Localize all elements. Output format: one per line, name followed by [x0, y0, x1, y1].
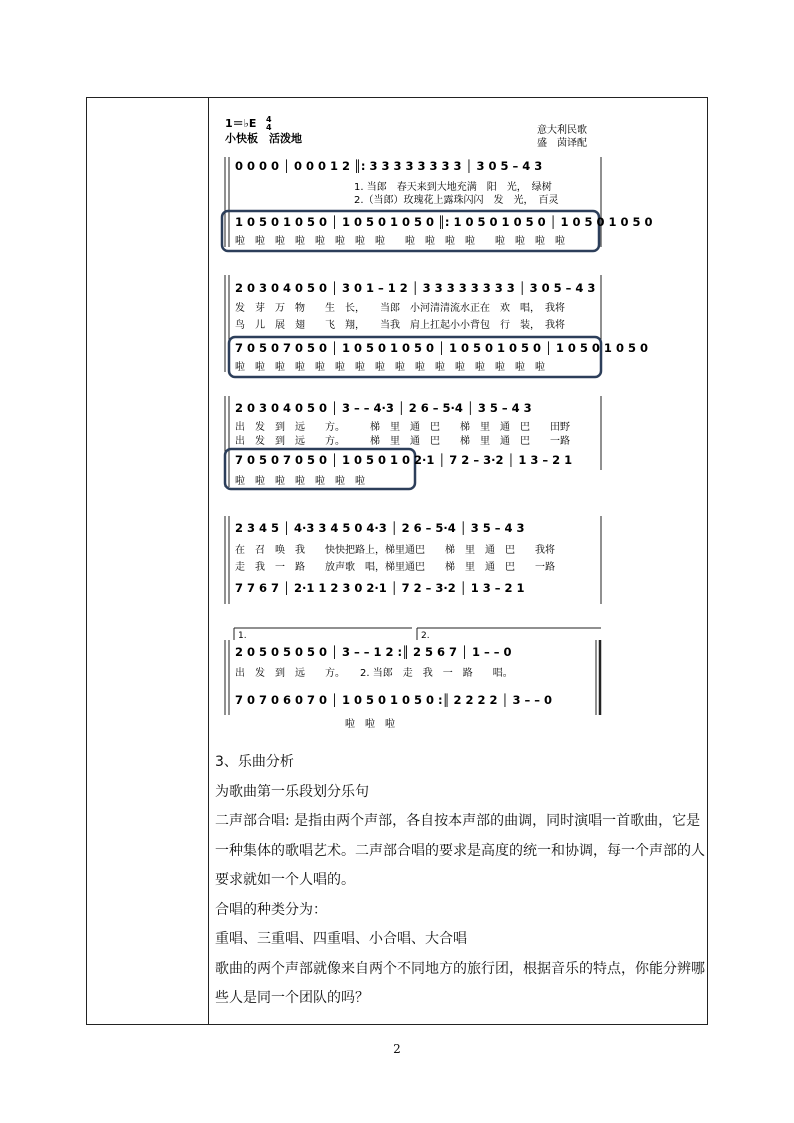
- lyrics-verse-2: 出 发 到 远 方。 梯 里 通 巴 梯 里 通 巴 一路: [235, 436, 570, 447]
- la-syllables: 啦 啦 啦: [345, 719, 395, 730]
- harmony-line: 7 0 5 0 7 0 5 0 │ 1 0 5 0 1 0 2·1 │ 7 2 – 3·2 │ 1 3 – 2 1: [235, 453, 573, 467]
- harmony-line: 7 7 6 7 │ 2·1 1 2 3 0 2·1 │ 7 2 – 3·2 │ 1 3 – 2 1: [235, 581, 525, 595]
- melody-line: 2 0 3 0 4 0 5 0 │ 3 0 1 – 1 2 │ 3 3 3 3 3 3 3 3 │ 3 0 5 – 4 3: [235, 281, 596, 295]
- score-system-5: [225, 628, 601, 730]
- paragraph-phrases: 为歌曲第一乐段划分乐句: [215, 783, 369, 800]
- credit-arranger: 盛 茵译配: [537, 138, 587, 149]
- credit-origin: 意大利民歌: [537, 125, 587, 136]
- score-system-2: [225, 275, 648, 377]
- la-syllables: 啦 啦 啦 啦 啦 啦 啦 啦 啦 啦 啦 啦 啦 啦 啦 啦: [235, 236, 565, 247]
- paragraph-definition-2: 一种集体的歌唱艺术。二声部合唱的要求是高度的统一和协调，每一个声部的人: [215, 842, 705, 859]
- meter-top: 4: [266, 115, 272, 124]
- lyrics-verse-1: 出 发 到 远 方。 梯 里 通 巴 梯 里 通 巴 田野: [235, 422, 570, 433]
- paragraph-types-list: 重唱、三重唱、四重唱、小合唱、大合唱: [215, 931, 467, 947]
- la-syllables: 啦 啦 啦 啦 啦 啦 啦 啦 啦 啦 啦 啦 啦 啦 啦 啦: [235, 362, 545, 373]
- section-heading: 3、乐曲分析: [215, 754, 294, 770]
- lyrics-verse-1: 出 发 到 远 方。 2. 当郎 走 我 一 路 唱。: [235, 668, 513, 679]
- harmony-line: 1 0 5 0 1 0 5 0 │ 1 0 5 0 1 0 5 0 ║: 1 0 5 0 1 0 5 0 │ 1 0 5 0 1 0 5 0: [235, 215, 653, 229]
- score-system-1: [222, 157, 653, 251]
- paragraph-types-label: 合唱的种类分为：: [215, 901, 327, 918]
- page-number: 2: [393, 1042, 401, 1056]
- la-syllables: 啦 啦 啦 啦 啦 啦 啦: [235, 476, 365, 487]
- harmony-line: 7 0 7 0 6 0 7 0 │ 1 0 5 0 1 0 5 0 :║ 2 2 2 2 │ 3 – – 0: [235, 693, 553, 707]
- paragraph-definition-1: 二声部合唱: 是指由两个声部，各自按本声部的曲调，同时演唱一首歌曲，它是: [215, 813, 701, 829]
- analysis-section: [215, 748, 705, 1014]
- volta-1: 1.: [238, 631, 247, 641]
- melody-line: 2 0 3 0 4 0 5 0 │ 3 – – 4·3 │ 2 6 – 5·4 │ 3 5 – 4 3: [235, 401, 532, 415]
- melody-line: 2 3 4 5 │ 4·3 3 4 5 0 4·3 │ 2 6 – 5·4 │ 3 5 – 4 3: [235, 521, 525, 535]
- lyrics-verse-2: 2.（当郎）玫瑰花上露珠闪闪 发 光， 百灵: [354, 195, 559, 206]
- paragraph-definition-3: 要求就如一个人唱的。: [215, 872, 355, 888]
- melody-line: 2 0 5 0 5 0 5 0 │ 3 – – 1 2 :║ 2 5 6 7 │ 1 – – 0: [235, 645, 512, 659]
- harmony-line: 7 0 5 0 7 0 5 0 │ 1 0 5 0 1 0 5 0 │ 1 0 5 0 1 0 5 0 │ 1 0 5 0 1 0 5 0: [235, 341, 648, 355]
- lyrics-verse-1: 发 芽 万 物 生 长， 当郎 小河清清流水正在 欢 唱， 我将: [235, 303, 565, 314]
- meter-bottom: 4: [266, 123, 272, 132]
- lyrics-verse-2: 鸟 儿 展 翅 飞 翔， 当我 肩上扛起小小背包 行 装， 我将: [235, 320, 565, 331]
- score-system-3: [225, 396, 601, 489]
- tempo-marking: 小快板 活泼地: [225, 132, 302, 145]
- score-system-4: [225, 516, 601, 604]
- lyrics-verse-2: 走 我 一 路 放声歌 唱，梯里通巴 梯 里 通 巴 一路: [235, 562, 555, 573]
- paragraph-question-2: 些人是同一个团队的吗？: [215, 990, 369, 1006]
- melody-line: 0 0 0 0 │ 0 0 0 1 2 ║: 3 3 3 3 3 3 3 3 │ 3 0 5 – 4 3: [235, 159, 543, 173]
- key-signature: 1＝♭E: [225, 117, 257, 130]
- lyrics-verse-1: 在 召 唤 我 快快把路上，梯里通巴 梯 里 通 巴 我将: [235, 545, 555, 556]
- paragraph-question-1: 歌曲的两个声部就像来自两个不同地方的旅行团，根据音乐的特点，你能分辨哪: [215, 960, 705, 977]
- volta-2: 2.: [421, 631, 430, 641]
- lyrics-verse-1: 1. 当郎 春天来到大地充满 阳 光， 绿树: [354, 182, 552, 193]
